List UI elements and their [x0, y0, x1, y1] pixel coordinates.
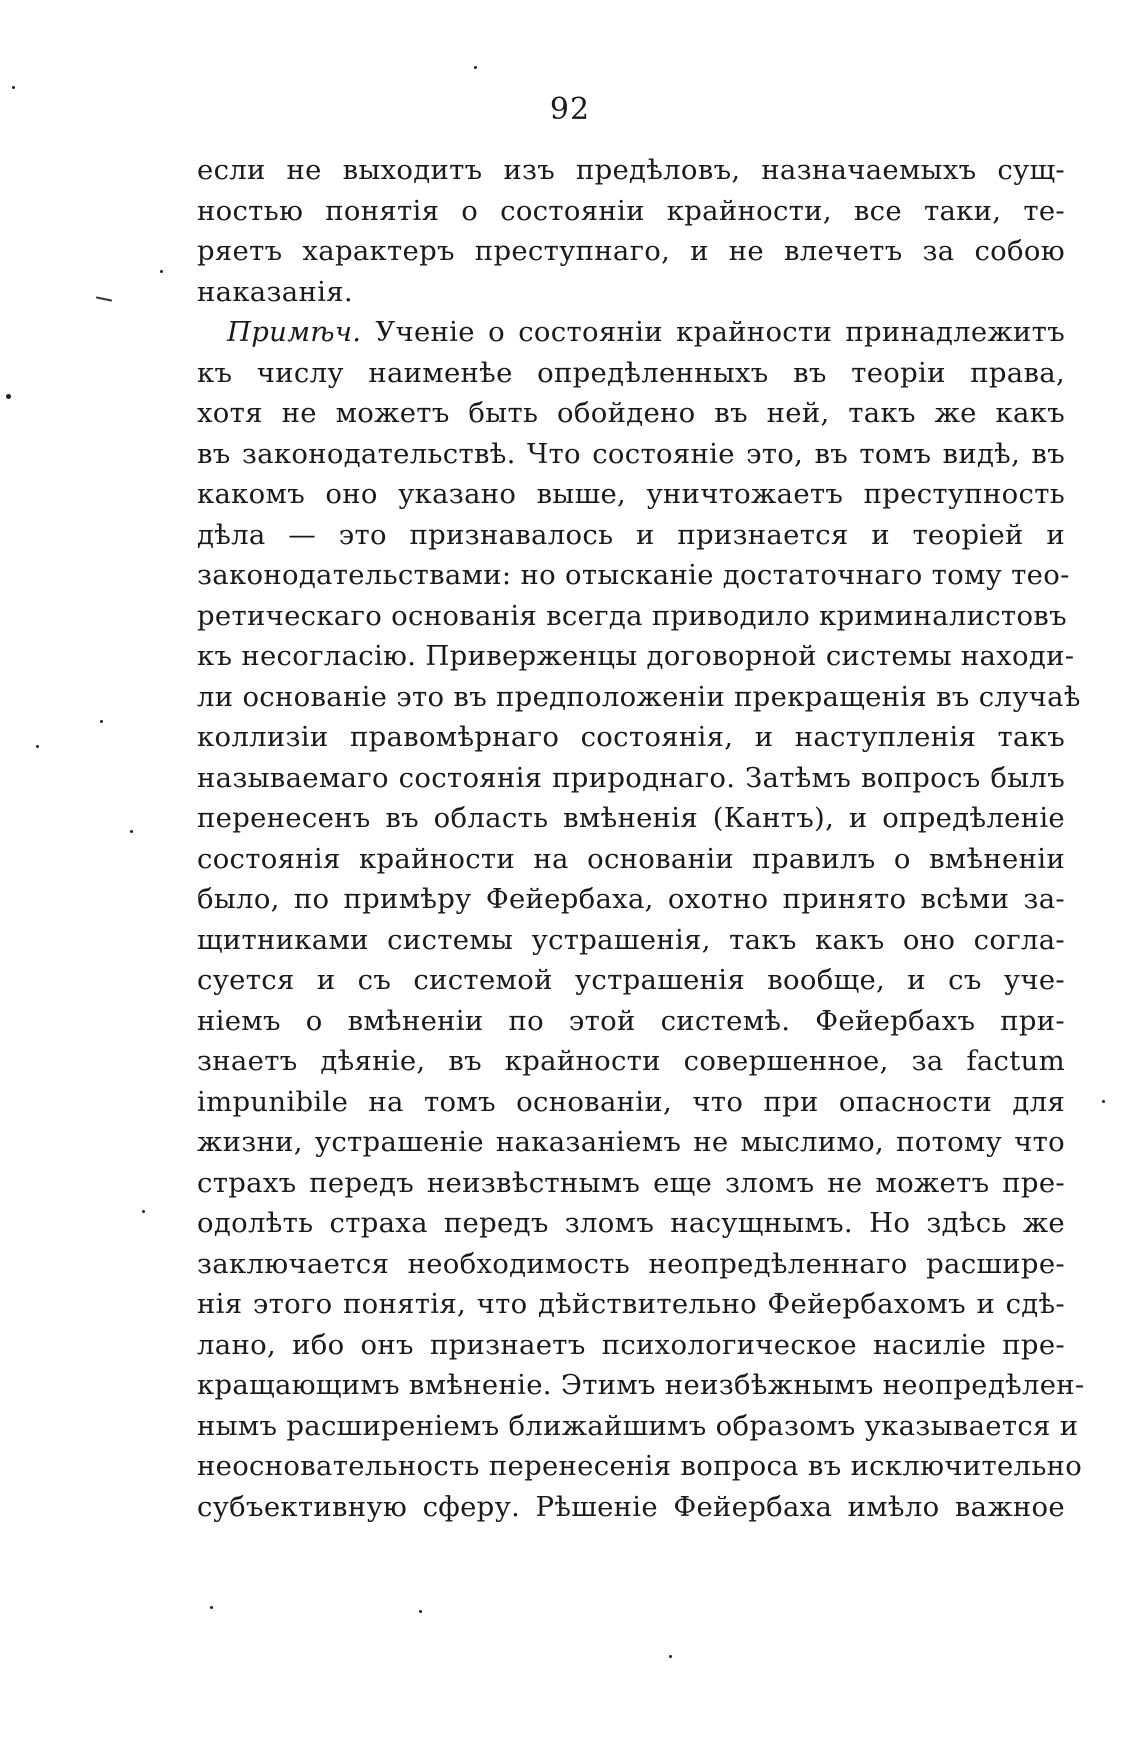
scan-mark	[96, 296, 112, 301]
scan-speck	[1102, 1100, 1105, 1103]
text-line: хотя не можетъ быть обойдено въ ней, такъ же какъ	[197, 397, 1065, 429]
text-line: если не выходитъ изъ предѣловъ, назначаемыхъ сущ-	[197, 154, 1065, 186]
text-line: знаетъ дѣяніе, въ крайности совершенное, за factum	[197, 1045, 1065, 1077]
text-line: лано, ибо онъ признаетъ психологическое насиліе пре-	[197, 1328, 1065, 1361]
scan-speck	[160, 270, 163, 273]
scan-speck	[130, 830, 133, 833]
text-line: нымъ расширеніемъ ближайшимъ образомъ указывается и	[197, 1409, 1079, 1442]
text-line: кращающимъ вмѣненіе. Этимъ неизбѣжнымъ неопредѣлен-	[197, 1369, 1085, 1401]
text-line: ли основаніе это въ предположеніи прекращенія въ случаѣ	[197, 680, 1081, 713]
text-line: ряетъ характеръ преступнаго, и не влечетъ за собою	[197, 235, 1065, 267]
scan-speck	[100, 720, 103, 723]
scan-speck	[210, 1606, 213, 1609]
text-line: къ несогласію. Приверженцы договорной системы находи-	[197, 640, 1075, 672]
text-line: было, по примѣру Фейербаха, охотно принято всѣми за-	[197, 883, 1065, 915]
text-line: ностью понятія о состояніи крайности, все таки, те-	[197, 194, 1065, 227]
scan-speck	[36, 745, 39, 748]
text-line: impunibile на томъ основаніи, что при опасности для	[197, 1085, 1065, 1118]
text-line: въ законодательствѣ. Что состояніе это, въ томъ видѣ, въ	[197, 437, 1065, 470]
text-line: состоянія крайности на основаніи правилъ о вмѣненіи	[197, 842, 1065, 875]
scan-speck	[142, 1210, 145, 1213]
scan-speck	[669, 1655, 672, 1658]
text-line: страхъ передъ неизвѣстнымъ еще зломъ не можетъ пре-	[197, 1166, 1065, 1199]
text-line: къ числу наименѣе опредѣленныхъ въ теоріи права,	[197, 356, 1065, 389]
text-line: называемаго состоянія природнаго. Затѣмъ вопросъ былъ	[197, 761, 1065, 794]
scan-speck	[474, 66, 477, 69]
text-line: неосновательность перенесенія вопроса въ исключительно	[197, 1450, 1083, 1482]
text-line: какомъ оно указано выше, уничтожаетъ преступность	[197, 478, 1065, 510]
text-line: субъективную сферу. Рѣшеніе Фейербаха имѣло важное	[197, 1490, 1065, 1523]
text-line: коллизіи правомѣрнаго состоянія, и наступленія такъ	[197, 721, 1065, 753]
text-line: суется и съ системой устрашенія вообще, и съ уче-	[197, 964, 1065, 996]
note-label: Примѣч.	[227, 316, 362, 348]
body-text	[197, 150, 1085, 1527]
text-line: одолѣть страха передъ зломъ насущнымъ. Но здѣсь же	[197, 1207, 1065, 1239]
text-line: дѣла — это признавалось и признается и теоріей и	[197, 518, 1065, 551]
text-line: ретическаго основанія всегда приводило криминалистовъ	[197, 599, 1067, 632]
text-line: заключается необходимость неопредѣленнаго расшире-	[197, 1247, 1065, 1280]
scan-speck	[419, 1610, 422, 1613]
note-first-line	[197, 312, 1065, 353]
text-line: нія этого понятія, что дѣйствительно Фейербахомъ и сдѣ-	[197, 1288, 1065, 1320]
page-number: 92	[549, 92, 591, 127]
scan-speck	[12, 86, 15, 89]
scan-speck	[6, 394, 11, 399]
note-first-line-text: Ученіе о состояніи крайности принадлежитъ	[375, 316, 1065, 348]
text-line: наказанія.	[197, 275, 353, 308]
text-line: жизни, устрашеніе наказаніемъ не мыслимо, потому что	[197, 1126, 1065, 1158]
text-line: законодательствами: но отысканіе достаточнаго тому тео-	[197, 559, 1070, 591]
text-line: перенесенъ въ область вмѣненія (Кантъ), и опредѣленіе	[197, 802, 1065, 834]
text-line: щитниками системы устрашенія, такъ какъ оно согла-	[197, 923, 1065, 956]
text-line: ніемъ о вмѣненіи по этой системѣ. Фейербахъ при-	[197, 1004, 1065, 1037]
